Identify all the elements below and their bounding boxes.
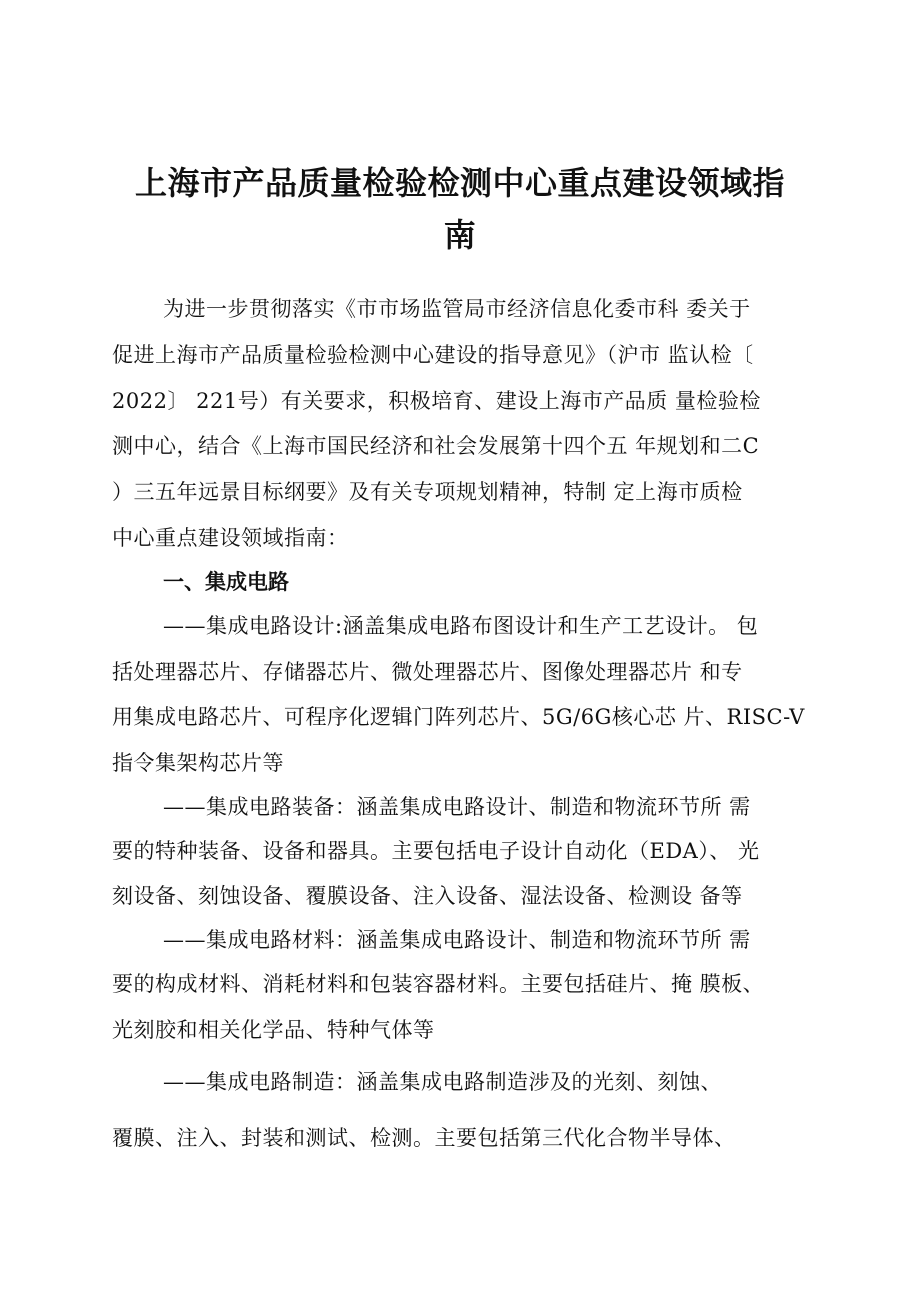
- document-title-line-1: 上海市产品质量检验检测中心重点建设领域指: [134, 164, 785, 202]
- document-title-line-2: 南: [443, 216, 477, 254]
- item-4-line-1: ——集成电路制造：涵盖集成电路制造涉及的光刻、刻蚀、: [163, 1070, 722, 1094]
- intro-line-1: 为进一步贯彻落实《市市场监管局市经济信息化委市科 委关于: [163, 297, 751, 321]
- item-1-line-4: 指令集架构芯片等: [112, 751, 284, 775]
- intro-line-4: 测中心，结合《上海市国民经济和社会发展第十四个五 年规划和二C: [112, 434, 760, 458]
- item-4-line-2: 覆膜、注入、封装和测试、检测。主要包括第三代化合物半导体、: [112, 1126, 736, 1150]
- intro-line-5: ）三五年远景目标纲要》及有关专项规划精神，特制 定上海市质检: [112, 480, 743, 504]
- item-3-line-3: 光刻胶和相关化学品、特种气体等: [112, 1018, 435, 1042]
- item-1-line-1: ——集成电路设计:涵盖集成电路布图设计和生产工艺设计。 包: [163, 614, 759, 638]
- item-2-line-3: 刻设备、刻蚀设备、覆膜设备、注入设备、湿法设备、检测设 备等: [112, 884, 743, 908]
- section-heading: 一、集成电路: [163, 570, 289, 594]
- item-3-line-1: ——集成电路材料：涵盖集成电路设计、制造和物流环节所 需: [163, 928, 751, 952]
- item-1-line-2: 括处理器芯片、存储器芯片、微处理器芯片、图像处理器芯片 和专: [112, 660, 743, 684]
- item-3-line-2: 要的构成材料、消耗材料和包装容器材料。主要包括硅片、掩 膜板、: [112, 972, 765, 996]
- intro-line-3: 2022〕 221号）有关要求，积极培育、建设上海市产品质 量检验检: [112, 389, 761, 413]
- intro-line-6: 中心重点建设领域指南：: [112, 526, 349, 550]
- item-2-line-2: 要的特种装备、设备和器具。主要包括电子设计自动化（EDA）、 光: [112, 839, 760, 863]
- item-1-line-3: 用集成电路芯片、可程序化逻辑门阵列芯片、5G/6G核心芯 片、RISC-V: [112, 705, 805, 729]
- intro-line-2: 促进上海市产品质量检验检测中心建设的指导意见》（沪市 监认检〔: [112, 343, 754, 367]
- item-2-line-1: ——集成电路装备：涵盖集成电路设计、制造和物流环节所 需: [163, 795, 751, 819]
